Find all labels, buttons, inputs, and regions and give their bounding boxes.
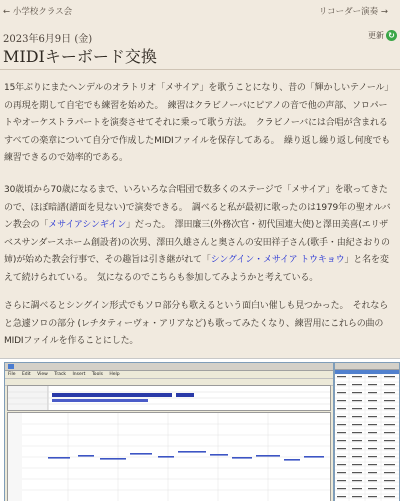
track-grid xyxy=(8,386,330,410)
menu-item: Insert xyxy=(72,372,86,377)
midi-software-screenshot[interactable] xyxy=(0,358,400,501)
paragraph-2-text-a: 30歳頃から70歳になるまで、いろいろな合唱団で数多くのステージで「メサイア」を歌ってきたので、ほぼ暗譜(譜面を見ない)で演奏できる。 調べると私が最初に歌ったのは1979年の聖オルバン教会の「 xyxy=(4,185,391,231)
messiah-singin-link[interactable]: メサイアシンギイン xyxy=(48,220,127,231)
post-title: MIDIキーボード交換 xyxy=(3,47,157,66)
title-divider xyxy=(0,69,400,70)
paragraph-1: 15年ぶりにまたヘンデルのオラトリオ「メサイア」を歌うことになり、昔の「輝かしいテノール」の再現を期して自宅でも練習を始めた。 練習はクラビノーバにピアノの音で他の声部、ソロパートやオーケストラパートを演奏させてそれに乗って歌う方法。 クラビノーバには合唱が含まれるすべての楽章について自分で作成したMIDIファイルを保存してある。 繰り返し繰り返し何度でも練習できるので効率的である。 xyxy=(4,83,394,164)
previous-post-link[interactable]: ← 小学校クラス会 xyxy=(3,7,73,17)
next-post-link[interactable]: リコーダー演奏 → xyxy=(318,7,388,17)
event-list-header xyxy=(335,363,399,370)
singin-messiah-tokyo-link[interactable]: シングイン・メサイア トウキョウ xyxy=(210,255,345,266)
sequencer-window xyxy=(4,362,334,501)
paragraph-2 xyxy=(4,182,396,288)
menu-item: Help xyxy=(109,372,120,377)
menu-item: File xyxy=(8,372,16,377)
menu-item: Tools xyxy=(91,372,103,377)
paragraph-2-text-c: 」と名を変えて続けられている。 気になるのでこちらも参加してみようかと考えている。 xyxy=(4,255,389,283)
track-view xyxy=(7,385,331,411)
update-badge xyxy=(368,30,397,41)
piano-roll-grid xyxy=(8,413,330,501)
piano-roll-view xyxy=(7,412,331,501)
window-titlebar xyxy=(5,363,333,371)
menu-item: Edit xyxy=(21,372,31,377)
menu-item: View xyxy=(37,372,48,377)
post-navigation xyxy=(0,0,400,20)
paragraph-3: さらに調べるとシングイン形式でもソロ部分も歌えるという面白い催しも見つかった。 それならと急遽ソロの部分 (レチタティーヴォ・アリアなど)も歌ってみたくなり、練習用にこれらの曲のMIDIファイルを作ることにした。 xyxy=(4,301,389,347)
paragraph-2-text-b: 」だった。 澤田廉三(外務次官・初代国連大使)と澤田美喜(エリザベスサンダースホーム創設者)の次男、澤田久雄さんと奥さんの安田祥子さん(歌手・由紀さおりの姉)が始めた教会行事で、その趣旨は引き継がれて「 xyxy=(4,220,390,266)
post-date: 2023年6月9日 (金) xyxy=(3,34,93,45)
menu-item: Track xyxy=(54,372,67,377)
app-icon xyxy=(8,364,14,369)
event-list-window xyxy=(334,362,400,501)
menu-bar xyxy=(5,371,333,378)
refresh-icon: ↻ xyxy=(386,30,397,41)
event-list-rows xyxy=(335,370,399,501)
update-label: 更新 xyxy=(368,31,384,40)
